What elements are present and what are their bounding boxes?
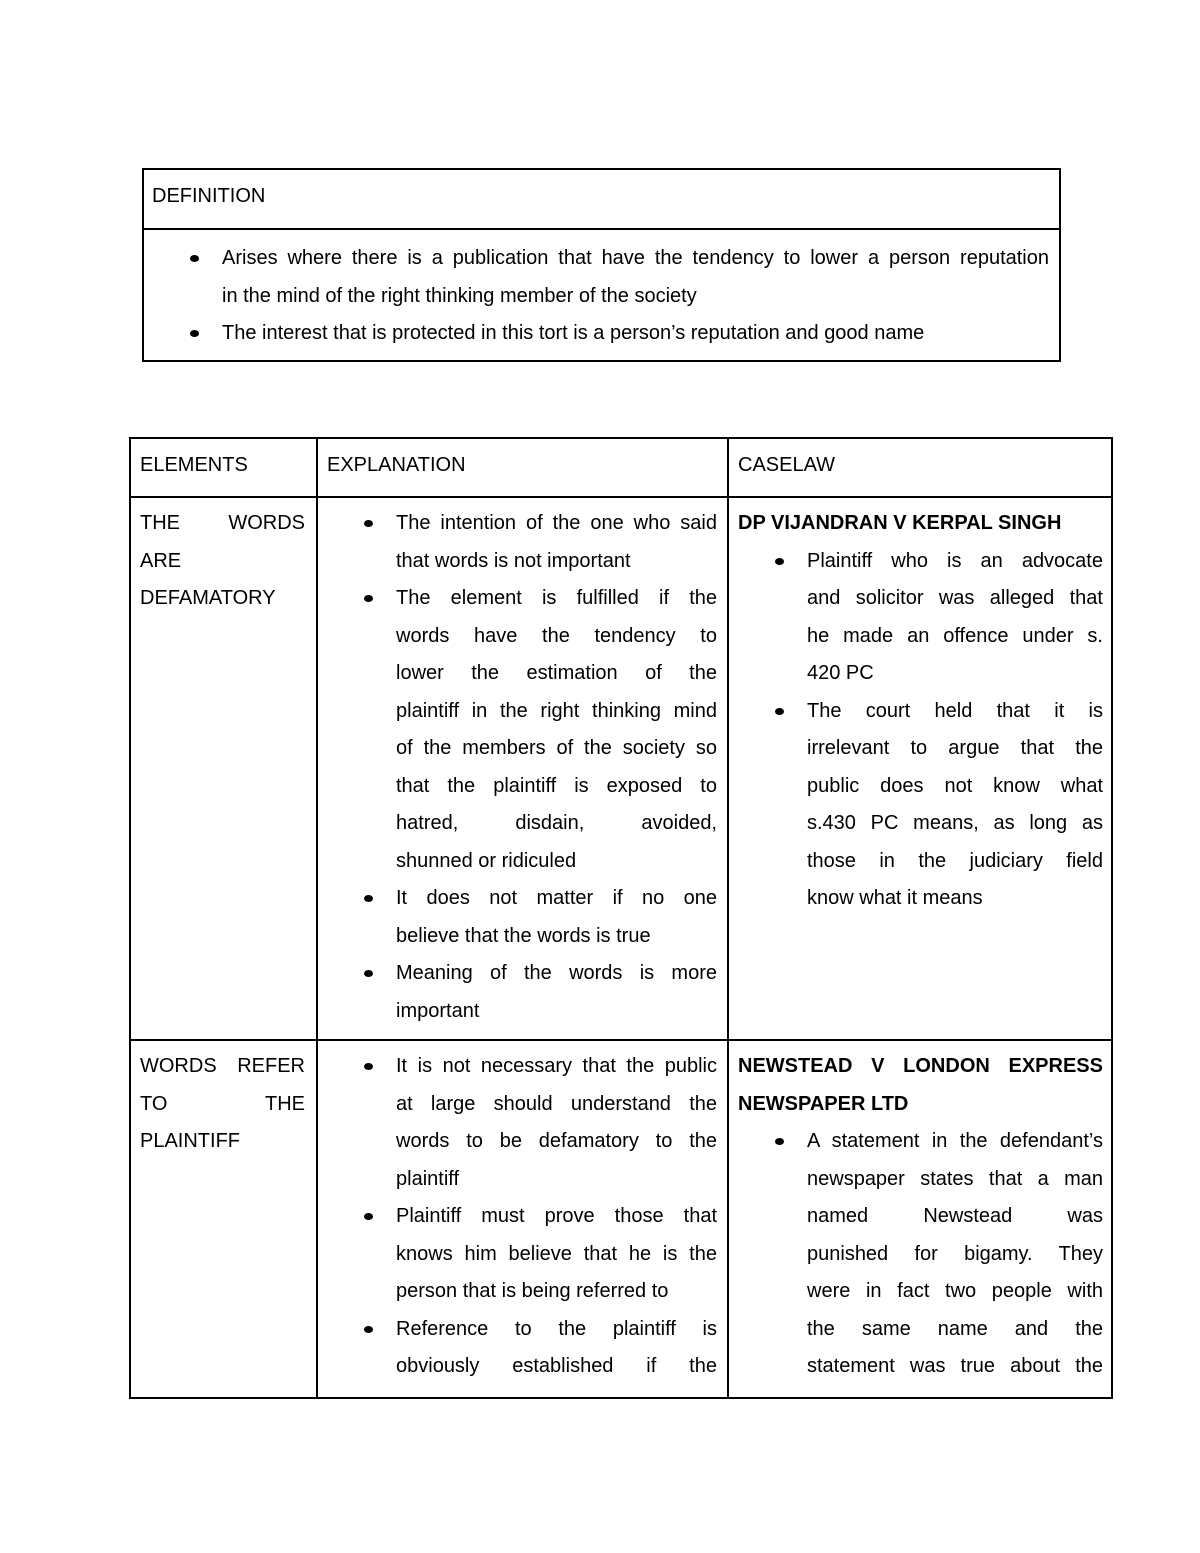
explanation-point [318,1048,717,1198]
row-divider [131,1039,1111,1041]
text-line: PLAINTIFF [140,1130,241,1152]
header-explanation: EXPLANATION [327,454,466,476]
explanation-cell [318,505,717,1030]
text-line: A statement in the defendant’s [807,1130,1103,1152]
definition-point [144,315,1049,353]
text-line: TO THE [140,1092,305,1115]
case-title [729,505,1103,543]
bullet-icon [775,1138,784,1145]
text-line: NEWSPAPER LTD [738,1092,909,1115]
text-line: lower the estimation of the [396,662,717,684]
caselaw-list [729,543,1103,918]
explanation-cell [318,1048,717,1386]
text-line: person that is being referred to [396,1280,669,1302]
text-line: named Newstead was [807,1205,1103,1227]
text-line: he made an offence under s. [807,624,1103,647]
text-line: THE WORDS [140,512,305,534]
element-cell [140,505,305,618]
bullet-icon [364,1063,373,1070]
header-caselaw: CASELAW [738,454,836,476]
caselaw-point [729,1123,1103,1386]
text-line: and solicitor was alleged that [807,587,1103,609]
bullet-icon [190,255,199,262]
bullet-icon [364,520,373,527]
definition-heading: DEFINITION [144,170,1059,230]
bullet-icon [364,1326,373,1333]
explanation-point [318,505,717,580]
text-line: The element is fulfilled if the [396,587,717,609]
bullet-icon [364,970,373,977]
text-line: Plaintiff must prove those that [396,1205,717,1227]
text-line: plaintiff [396,1167,460,1190]
elements-table [129,437,1113,1399]
text-line: Meaning of the words is more [396,962,717,984]
text-line: irrelevant to argue that the [807,737,1103,759]
text-line: hatred, disdain, avoided, [396,812,717,834]
explanation-point [318,880,717,955]
bullet-icon [364,595,373,602]
text-line: important [396,999,480,1022]
text-line: ARE [140,549,182,572]
text-line: It is not necessary that the public [396,1055,717,1077]
caselaw-point [729,543,1103,693]
text-line: s.430 PC means, as long as [807,812,1103,834]
text-line: knows him believe that he is the [396,1242,717,1265]
text-line: Reference to the plaintiff is [396,1317,717,1340]
bullet-icon [364,895,373,902]
text-line: Plaintiff who is an advocate [807,549,1103,572]
text-line: obviously established if the [396,1355,717,1377]
text-line: words to be defamatory to the [396,1130,717,1152]
definition-list [144,240,1049,353]
text-line: words have the tendency to [396,624,717,647]
explanation-point [318,955,717,1030]
explanation-list [318,1048,717,1386]
text-line: newspaper states that a man [807,1167,1103,1190]
case-title [729,1048,1103,1123]
caselaw-list [729,1123,1103,1386]
text-line: It does not matter if no one [396,887,717,909]
text-line: DP VIJANDRAN V KERPAL SINGH [738,512,1062,534]
text-line: The court held that it is [807,699,1103,722]
text-line: in the mind of the right thinking member of the society [222,284,697,307]
caselaw-point [729,693,1103,918]
element-cell [140,1048,305,1161]
bullet-icon [190,330,199,337]
text-line: punished for bigamy. They [807,1242,1103,1265]
text-line: were in fact two people with [807,1280,1103,1302]
text-line: know what it means [807,887,983,909]
row-divider [131,496,1111,498]
text-line: 420 PC [807,662,874,684]
text-line: The interest that is protected in this tort is a person’s reputation and good name [222,322,925,344]
explanation-point [318,580,717,880]
text-line: shunned or ridiculed [396,849,577,872]
text-line: of the members of the society so [396,737,717,759]
header-elements: ELEMENTS [140,454,248,476]
text-line: DEFAMATORY [140,587,276,609]
definition-point [144,240,1049,315]
bullet-icon [775,558,784,565]
definition-box [142,168,1061,362]
text-line: those in the judiciary field [807,849,1103,872]
caselaw-cell [729,1048,1103,1386]
text-line: that words is not important [396,549,631,572]
text-line: believe that the words is true [396,924,651,947]
text-line: at large should understand the [396,1092,717,1115]
text-line: plaintiff in the right thinking mind [396,699,717,722]
explanation-list [318,505,717,1030]
caselaw-cell [729,505,1103,918]
text-line: public does not know what [807,774,1103,797]
text-line: NEWSTEAD V LONDON EXPRESS [738,1055,1103,1077]
bullet-icon [364,1213,373,1220]
explanation-point [318,1311,717,1386]
text-line: statement was true about the [807,1355,1103,1377]
text-line: Arises where there is a publication that have the tendency to lower a person reputation [222,247,1049,269]
text-line: WORDS REFER [140,1055,305,1077]
text-line: the same name and the [807,1317,1103,1340]
explanation-point [318,1198,717,1311]
bullet-icon [775,708,784,715]
text-line: that the plaintiff is exposed to [396,774,717,797]
text-line: The intention of the one who said [396,512,717,534]
definition-body [144,230,1059,353]
